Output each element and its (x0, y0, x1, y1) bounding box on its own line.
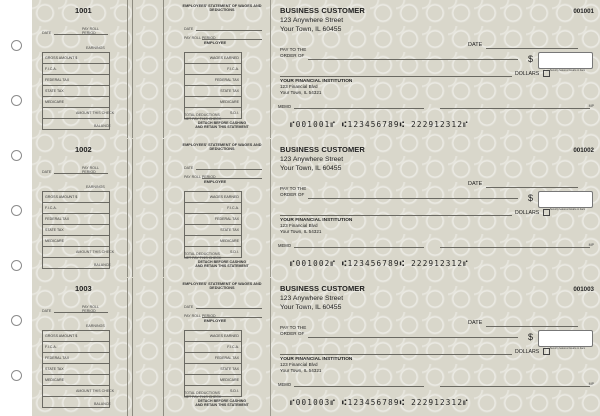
micr-line: ⑈001003⑈ ⑆123456789⑆ 222912312⑈ (290, 398, 469, 407)
signature-line[interactable] (440, 386, 590, 387)
stub-left-row-label: FEDERAL TAX (45, 78, 70, 82)
stub-divider (132, 278, 133, 416)
micr-line: ⑈001001⑈ ⑆123456789⑆ 222912312⑈ (290, 120, 469, 129)
pay-to-label (280, 186, 306, 198)
stub-amount-this-check: AMOUNT THIS CHECK (76, 111, 115, 115)
stub-right-date-label: DATE (184, 305, 194, 309)
business-street: 123 Anywhere Street (280, 17, 344, 24)
stub-date-label: DATE (42, 31, 52, 35)
stub-right-payroll-label: PAY ROLL PERIOD (184, 175, 216, 179)
dollar-sign: $ (528, 54, 534, 64)
stub-right-row (185, 364, 241, 375)
stub-right-row (185, 86, 241, 97)
stub-right-date-line (196, 308, 262, 309)
stub-right-row-label: STATE TAX (220, 89, 239, 93)
memo-line[interactable] (294, 108, 424, 109)
stub-right-row-label: S.D.I. (230, 111, 239, 115)
stub-right-row-label: FEDERAL TAX (214, 356, 239, 360)
stub-statement-title: EMPLOYEES' STATEMENT OF WAGES AND DEDUCTIONS (182, 143, 262, 152)
stub-divider (163, 139, 164, 277)
stub-right-row-label: STATE TAX (220, 228, 239, 232)
stub-employee-label: EMPLOYEE (204, 318, 227, 323)
order-of-text: ORDER OF (280, 331, 305, 336)
dollars-label: DOLLARS (515, 71, 540, 77)
stub-right-row (185, 192, 241, 203)
business-city: Your Town, IL 60455 (280, 26, 342, 33)
signature-line[interactable] (440, 108, 590, 109)
stub-left-row (43, 64, 109, 75)
check-date-label: DATE (468, 320, 483, 326)
bank-city: Your Town, IL 54321 (280, 89, 322, 95)
stub-right-row (185, 353, 241, 364)
stub-amount-this-check: AMOUNT THIS CHECK (76, 389, 115, 393)
stub-right-row (185, 225, 241, 236)
security-features-text: Security features Details on back (550, 208, 585, 211)
bank-name: YOUR FINANCIAL INSTITUTION (280, 79, 353, 84)
stub-right-row-label: STATE TAX (220, 367, 239, 371)
stub-right-date-line (196, 30, 262, 31)
stub-right-date-label: DATE (184, 27, 194, 31)
perforation-line (270, 139, 271, 277)
check (272, 278, 600, 416)
payee-line[interactable] (308, 337, 518, 338)
stub-number: 1002 (75, 145, 92, 154)
stub-divider (132, 139, 133, 277)
stub-total-deductions: TOTAL DEDUCTIONS (184, 391, 220, 395)
memo-line[interactable] (294, 247, 424, 248)
stub-statement-title: EMPLOYEES' STATEMENT OF WAGES AND DEDUCTIONS (182, 4, 262, 13)
binder-hole (11, 315, 22, 326)
check-number: 001003 (573, 286, 594, 293)
stub-left-row (43, 86, 109, 97)
stub-right-row-label: S.D.I. (230, 250, 239, 254)
check-sheet (32, 0, 600, 416)
business-name: BUSINESS CUSTOMER (280, 284, 365, 293)
stub-date-label: DATE (42, 170, 52, 174)
memo-label: MEMO (278, 104, 292, 109)
stub-right-payroll-label: PAY ROLL PERIOD (184, 36, 216, 40)
bank-street: 123 Financial Blvd (280, 223, 318, 229)
amount-box[interactable] (538, 52, 593, 69)
stub-divider (127, 278, 128, 416)
stub-right-row-label: F.I.C.A. (227, 206, 239, 210)
stub-left-row (43, 225, 109, 236)
stub-left-row (43, 375, 109, 386)
stub-detach-note (182, 260, 262, 268)
binder-hole (11, 95, 22, 106)
stub-right-row-label: FEDERAL TAX (214, 78, 239, 82)
binder-hole (11, 40, 22, 51)
stub-right-row (185, 236, 241, 247)
stub-left-row-label: FEDERAL TAX (45, 217, 70, 221)
check-stub (32, 278, 270, 416)
stub-retain-text: AND RETAIN THIS STATEMENT (195, 125, 249, 130)
binder-hole-strip (0, 0, 30, 416)
stub-earnings-label: EARNINGS (86, 46, 105, 50)
stub-right-row (185, 64, 241, 75)
memo-label: MEMO (278, 382, 292, 387)
stub-left-row-label: FEDERAL TAX (45, 356, 70, 360)
order-of-text: ORDER OF (280, 192, 305, 197)
stub-right-row-label: MEDICARE (220, 239, 239, 243)
stub-balance-label: BALANCE (94, 263, 111, 267)
stub-right-row (185, 331, 241, 342)
stub-right-grid (184, 330, 242, 397)
dollars-label: DOLLARS (515, 349, 540, 355)
stub-divider (127, 139, 128, 277)
stub-left-row-label: MEDICARE (45, 378, 64, 382)
stub-employee-label: EMPLOYEE (204, 179, 227, 184)
stub-detach-note (182, 121, 262, 129)
stub-left-row-label: GROSS AMOUNT $ (45, 334, 78, 338)
stub-left-row (43, 75, 109, 86)
order-of-text: ORDER OF (280, 53, 305, 58)
stub-total-deductions: TOTAL DEDUCTIONS (184, 113, 220, 117)
bank-name: YOUR FINANCIAL INSTITUTION (280, 357, 353, 362)
stub-earnings-label: EARNINGS (86, 185, 105, 189)
stub-left-row (43, 53, 109, 64)
stub-left-row-label: GROSS AMOUNT $ (45, 56, 78, 60)
pay-to-label (280, 47, 306, 59)
stub-statement-title: EMPLOYEES' STATEMENT OF WAGES AND DEDUCTIONS (182, 282, 262, 291)
stub-right-row (185, 342, 241, 353)
binder-hole (11, 205, 22, 216)
check (272, 0, 600, 138)
stub-left-row (43, 203, 109, 214)
business-street: 123 Anywhere Street (280, 156, 344, 163)
amount-words-line[interactable] (280, 76, 512, 77)
stub-left-row-label: STATE TAX (45, 367, 64, 371)
stub-balance-label: BALANCE (94, 402, 111, 406)
mp-label: MP (588, 382, 594, 386)
check-date-line[interactable] (486, 326, 578, 327)
business-city: Your Town, IL 60455 (280, 165, 342, 172)
stub-right-grid (184, 52, 242, 119)
stub-left-row (43, 364, 109, 375)
check-date-label: DATE (468, 181, 483, 187)
bank-info (280, 217, 352, 234)
stub-net-pay: NET PAY THIS CHECK (184, 395, 222, 399)
stub-left-row (43, 236, 109, 247)
check (272, 139, 600, 277)
dollar-sign: $ (528, 193, 534, 203)
stub-divider (127, 0, 128, 138)
business-city: Your Town, IL 60455 (280, 304, 342, 311)
stub-left-row-label: F.I.C.A. (45, 206, 57, 210)
pay-to-text: PAY TO THE (280, 47, 307, 52)
stub-employee-label: EMPLOYEE (204, 40, 227, 45)
bank-info (280, 78, 352, 95)
stub-total-deductions: TOTAL DEDUCTIONS (184, 252, 220, 256)
stub-number: 1001 (75, 6, 92, 15)
stub-right-grid (184, 191, 242, 258)
business-name: BUSINESS CUSTOMER (280, 145, 365, 154)
amount-words-line[interactable] (280, 354, 512, 355)
security-features-text: Security features Details on back (550, 347, 585, 350)
stub-left-row (43, 214, 109, 225)
stub-balance-label: BALANCE (94, 124, 111, 128)
stub-right-row-label: WAGES EARNED (209, 56, 239, 60)
stub-left-row (43, 331, 109, 342)
lock-icon (543, 209, 550, 216)
mp-label: MP (588, 104, 594, 108)
stub-net-pay: NET PAY THIS CHECK (184, 117, 222, 121)
stub-right-row-label: MEDICARE (220, 100, 239, 104)
stub-left-row-label: STATE TAX (45, 89, 64, 93)
dollars-label: DOLLARS (515, 210, 540, 216)
stub-right-row (185, 375, 241, 386)
stub-right-payroll-label: PAY ROLL PERIOD (184, 314, 216, 318)
stub-left-grid (42, 191, 110, 269)
perforation-line (270, 0, 271, 138)
stub-right-row-label: WAGES EARNED (209, 334, 239, 338)
stub-divider (132, 0, 133, 138)
binder-hole (11, 370, 22, 381)
lock-icon (543, 348, 550, 355)
check-row (32, 278, 600, 416)
stub-left-row-label: GROSS AMOUNT $ (45, 195, 78, 199)
check-date-line[interactable] (486, 187, 578, 188)
stub-number: 1003 (75, 284, 92, 293)
amount-words-line[interactable] (280, 215, 512, 216)
check-row (32, 139, 600, 277)
stub-left-row (43, 353, 109, 364)
stub-right-row-label: WAGES EARNED (209, 195, 239, 199)
micr-line: ⑈001002⑈ ⑆123456789⑆ 222912312⑈ (290, 259, 469, 268)
stub-payroll-label: PAY ROLL PERIOD (82, 305, 99, 313)
stub-amount-this-check: AMOUNT THIS CHECK (76, 250, 115, 254)
dollar-sign: $ (528, 332, 534, 342)
payee-line[interactable] (308, 198, 518, 199)
perforation-line (270, 278, 271, 416)
lock-icon (543, 70, 550, 77)
stub-right-date-line (196, 169, 262, 170)
stub-left-row-label: MEDICARE (45, 239, 64, 243)
bank-street: 123 Financial Blvd (280, 84, 318, 90)
stub-left-row-label: MEDICARE (45, 100, 64, 104)
stub-left-row (43, 192, 109, 203)
bank-city: Your Town, IL 54321 (280, 228, 322, 234)
pay-to-label (280, 325, 306, 337)
binder-hole (11, 150, 22, 161)
memo-line[interactable] (294, 386, 424, 387)
bank-street: 123 Financial Blvd (280, 362, 318, 368)
memo-label: MEMO (278, 243, 292, 248)
business-name: BUSINESS CUSTOMER (280, 6, 365, 15)
payee-line[interactable] (308, 59, 518, 60)
stub-right-row-label: MEDICARE (220, 378, 239, 382)
check-date-label: DATE (468, 42, 483, 48)
stub-detach-text: DETACH BEFORE CASHING (197, 260, 247, 264)
stub-right-date-label: DATE (184, 166, 194, 170)
stub-left-grid (42, 52, 110, 130)
stub-right-row (185, 97, 241, 108)
mp-label: MP (588, 243, 594, 247)
stub-left-row-label: F.I.C.A. (45, 67, 57, 71)
check-row (32, 0, 600, 138)
stub-detach-text: DETACH BEFORE CASHING (197, 121, 247, 125)
stub-net-pay: NET PAY THIS CHECK (184, 256, 222, 260)
stub-earnings-label: EARNINGS (86, 324, 105, 328)
stub-detach-text: DETACH BEFORE CASHING (197, 399, 247, 403)
pay-to-text: PAY TO THE (280, 325, 307, 330)
business-street: 123 Anywhere Street (280, 295, 344, 302)
stub-right-row (185, 203, 241, 214)
stub-divider (163, 278, 164, 416)
stub-payroll-label: PAY ROLL PERIOD (82, 166, 99, 174)
stub-right-row (185, 214, 241, 225)
stub-right-row-label: F.I.C.A. (227, 345, 239, 349)
stub-left-row (43, 342, 109, 353)
bank-city: Your Town, IL 54321 (280, 367, 322, 373)
amount-box[interactable] (538, 191, 593, 208)
stub-right-row-label: F.I.C.A. (227, 67, 239, 71)
stub-right-row-label: S.D.I. (230, 389, 239, 393)
pay-to-text: PAY TO THE (280, 186, 307, 191)
stub-right-row (185, 75, 241, 86)
binder-hole (11, 260, 22, 271)
stub-retain-text: AND RETAIN THIS STATEMENT (195, 403, 249, 408)
stub-detach-note (182, 399, 262, 407)
stub-right-row (185, 53, 241, 64)
check-number: 001001 (573, 8, 594, 15)
stub-left-row-label: STATE TAX (45, 228, 64, 232)
stub-payroll-label: PAY ROLL PERIOD (82, 27, 99, 35)
amount-box[interactable] (538, 330, 593, 347)
stub-right-row-label: FEDERAL TAX (214, 217, 239, 221)
security-features-text: Security features Details on back (550, 69, 585, 72)
check-number: 001002 (573, 147, 594, 154)
check-stub (32, 139, 270, 277)
bank-name: YOUR FINANCIAL INSTITUTION (280, 218, 353, 223)
check-date-line[interactable] (486, 48, 578, 49)
stub-date-label: DATE (42, 309, 52, 313)
stub-retain-text: AND RETAIN THIS STATEMENT (195, 264, 249, 269)
stub-left-grid (42, 330, 110, 408)
signature-line[interactable] (440, 247, 590, 248)
bank-info (280, 356, 352, 373)
stub-divider (163, 0, 164, 138)
stub-left-row-label: F.I.C.A. (45, 345, 57, 349)
check-stub (32, 0, 270, 138)
stub-left-row (43, 97, 109, 108)
